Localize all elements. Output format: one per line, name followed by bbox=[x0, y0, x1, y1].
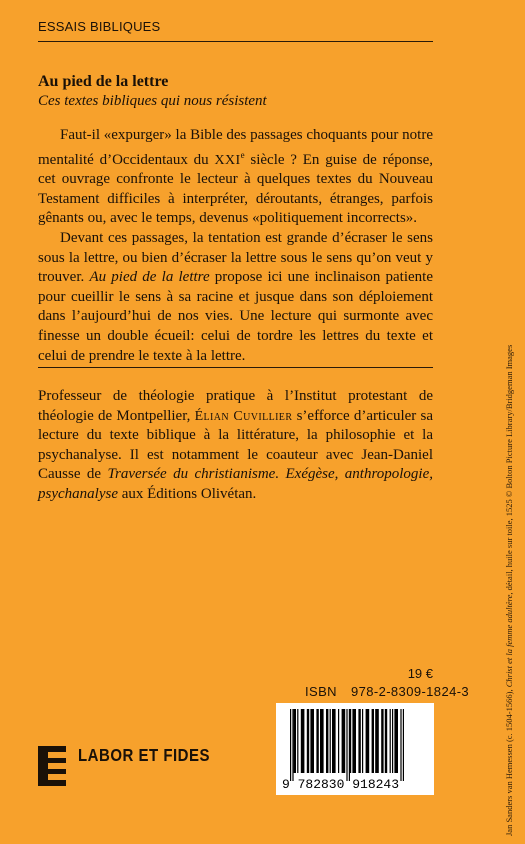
top-divider bbox=[38, 41, 433, 42]
book-title: Au pied de la lettre bbox=[38, 73, 169, 90]
barcode-digits: 9 782830 918243 bbox=[282, 777, 400, 792]
middle-divider bbox=[38, 367, 433, 368]
author-name: Élian Cuvillier bbox=[194, 408, 293, 424]
series-label: ESSAIS BIBLIQUES bbox=[38, 19, 161, 34]
blurb-text bbox=[38, 126, 433, 366]
author-bio: Professeur de théologie pratique à l’Institut protestant de théologie de Montpellier, Élian Cuvillier s’efforce d’articuler sa lecture du texte biblique à la littérature, la philosophie et la psychanalyse. Il est notamment le coauteur avec Jean-Daniel Causse de Traversée du christianisme. Exégèse, anthropologie, psychanalyse aux Éditions Olivétan. bbox=[38, 388, 433, 502]
blurb-paragraph-2: Devant ces passages, la tentation est grande d’écraser le sens sous la lettre, ou bien d’écraser la lettre sous le sens qu’on veut y trouver. Au pied de la lettre propose ici une inclinaison patiente pour cueillir le sens à sa racine et jusque dans son déploiement dans l’aujourd’hui de nos vies. Une lecture qui surmonte avec finesse un double écueil: celui de tordre les lettres du texte et celui de prendre le texte à la lettre. bbox=[38, 229, 433, 364]
book-subtitle: Ces textes bibliques qui nous résistent bbox=[38, 93, 267, 109]
co-authored-work: Traversée du christianisme. Exégèse, anthropologie, psychanalyse bbox=[38, 466, 433, 502]
blurb-paragraph-1: Faut-il «expurger» la Bible des passages choquants pour notre mentalité d’Occidentaux du XXIe siècle ? En guise de réponse, cet ouvrage confronte le lecteur à quelques textes du Nouveau Testament difficiles à interpréter, déroutants, étranges, parfois gênants ou, avec le temps, devenus «politiquement incorrects». bbox=[38, 127, 434, 227]
barcode bbox=[276, 703, 434, 795]
publisher-name: LABOR ET FIDES bbox=[78, 746, 211, 766]
publisher-logo-icon bbox=[38, 746, 66, 786]
isbn: ISBN 978-2-8309-1824-3 bbox=[305, 684, 470, 699]
image-credit: Jan Sanders van Hemessen (c. 1504-1566), Christ et la femme adultère, détail, huile sur toile, 1525 © Bolton Picture Library/Bridgeman Images bbox=[504, 344, 514, 836]
price: 19 € bbox=[407, 666, 433, 681]
